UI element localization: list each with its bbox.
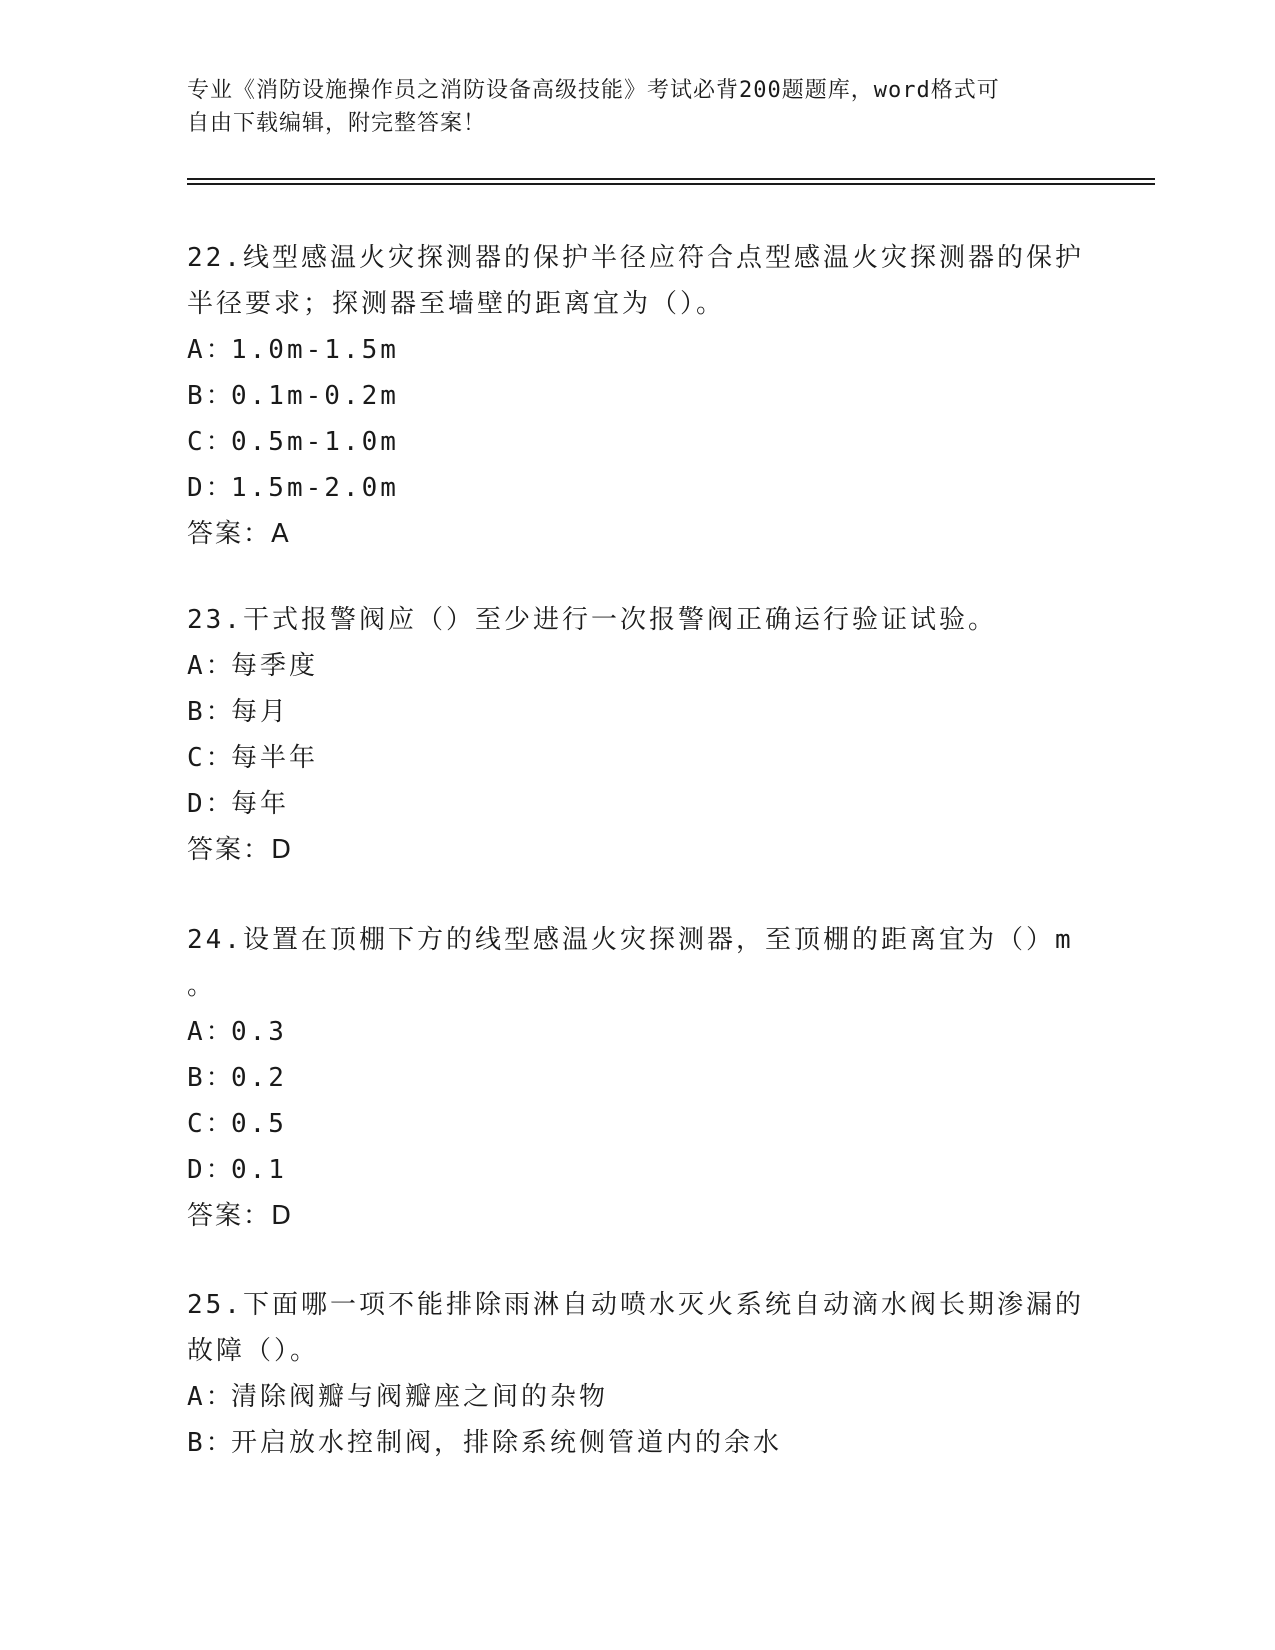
- question-text-line-1: 22.线型感温火灾探测器的保护半径应符合点型感温火灾探测器的保护: [187, 243, 1084, 273]
- option-key: B：: [187, 697, 235, 727]
- option-key: D：: [187, 473, 235, 503]
- header-title-line-1: 专业《消防设施操作员之消防设备高级技能》考试必背200题题库，word格式可: [187, 78, 1000, 103]
- question-text-line-1: 24.设置在顶棚下方的线型感温火灾探测器，至顶棚的距离宜为（）m: [187, 925, 1074, 955]
- option-text: 1.5m-2.0m: [231, 473, 399, 503]
- question-22: [187, 235, 1087, 557]
- option-text: 1.0m-1.5m: [231, 335, 399, 365]
- option-text: 0.5: [231, 1109, 287, 1139]
- question-text-line-1: 25.下面哪一项不能排除雨淋自动喷水灭火系统自动滴水阀长期渗漏的: [187, 1290, 1084, 1320]
- option-a: [187, 1009, 1087, 1055]
- header-divider-top: [187, 178, 1155, 180]
- option-key: B：: [187, 1063, 235, 1093]
- header-title-line-2: 自由下载编辑，附完整答案！: [187, 111, 487, 136]
- option-text: 每年: [231, 789, 290, 819]
- option-c: [187, 735, 1087, 781]
- option-key: C：: [187, 743, 235, 773]
- option-text: 0.3: [231, 1017, 287, 1047]
- question-text-line-2: 半径要求；探测器至墙壁的距离宜为（）。: [187, 289, 726, 319]
- question-24: [187, 917, 1087, 1239]
- header-divider-bottom: [187, 183, 1155, 185]
- option-text: 每季度: [231, 651, 319, 681]
- question-25: [187, 1282, 1087, 1466]
- option-text: 开启放水控制阀，排除系统侧管道内的余水: [231, 1428, 783, 1458]
- option-key: C：: [187, 427, 235, 457]
- question-23: [187, 597, 1087, 873]
- option-d: [187, 1147, 1087, 1193]
- option-key: A：: [187, 651, 235, 681]
- option-d: [187, 465, 1087, 511]
- question-text-line-2: 故障（）。: [187, 1336, 320, 1366]
- option-a: [187, 643, 1087, 689]
- option-text: 每月: [231, 697, 290, 727]
- option-text: 每半年: [231, 743, 319, 773]
- option-text: 0.1m-0.2m: [231, 381, 399, 411]
- option-c: [187, 419, 1087, 465]
- option-a: [187, 1374, 1087, 1420]
- option-b: [187, 1420, 1087, 1466]
- option-text: 0.1: [231, 1155, 287, 1185]
- option-d: [187, 781, 1087, 827]
- option-key: B：: [187, 1428, 235, 1458]
- option-key: A：: [187, 1382, 235, 1412]
- question-text-line-1: 23.干式报警阀应（）至少进行一次报警阀正确运行验证试验。: [187, 605, 997, 635]
- option-text: 0.2: [231, 1063, 287, 1093]
- option-key: C：: [187, 1109, 235, 1139]
- option-key: D：: [187, 789, 235, 819]
- option-b: [187, 373, 1087, 419]
- option-key: A：: [187, 335, 235, 365]
- answer-line: 答案：D: [187, 835, 294, 865]
- option-key: B：: [187, 381, 235, 411]
- question-text-line-2: 。: [187, 971, 217, 1001]
- option-text: 0.5m-1.0m: [231, 427, 399, 457]
- answer-line: 答案：D: [187, 1201, 294, 1231]
- option-text: 清除阀瓣与阀瓣座之间的杂物: [231, 1382, 609, 1412]
- option-a: [187, 327, 1087, 373]
- option-c: [187, 1101, 1087, 1147]
- option-key: D：: [187, 1155, 235, 1185]
- document-header: [187, 74, 1067, 140]
- option-b: [187, 1055, 1087, 1101]
- option-key: A：: [187, 1017, 235, 1047]
- answer-line: 答案：A: [187, 519, 291, 549]
- option-b: [187, 689, 1087, 735]
